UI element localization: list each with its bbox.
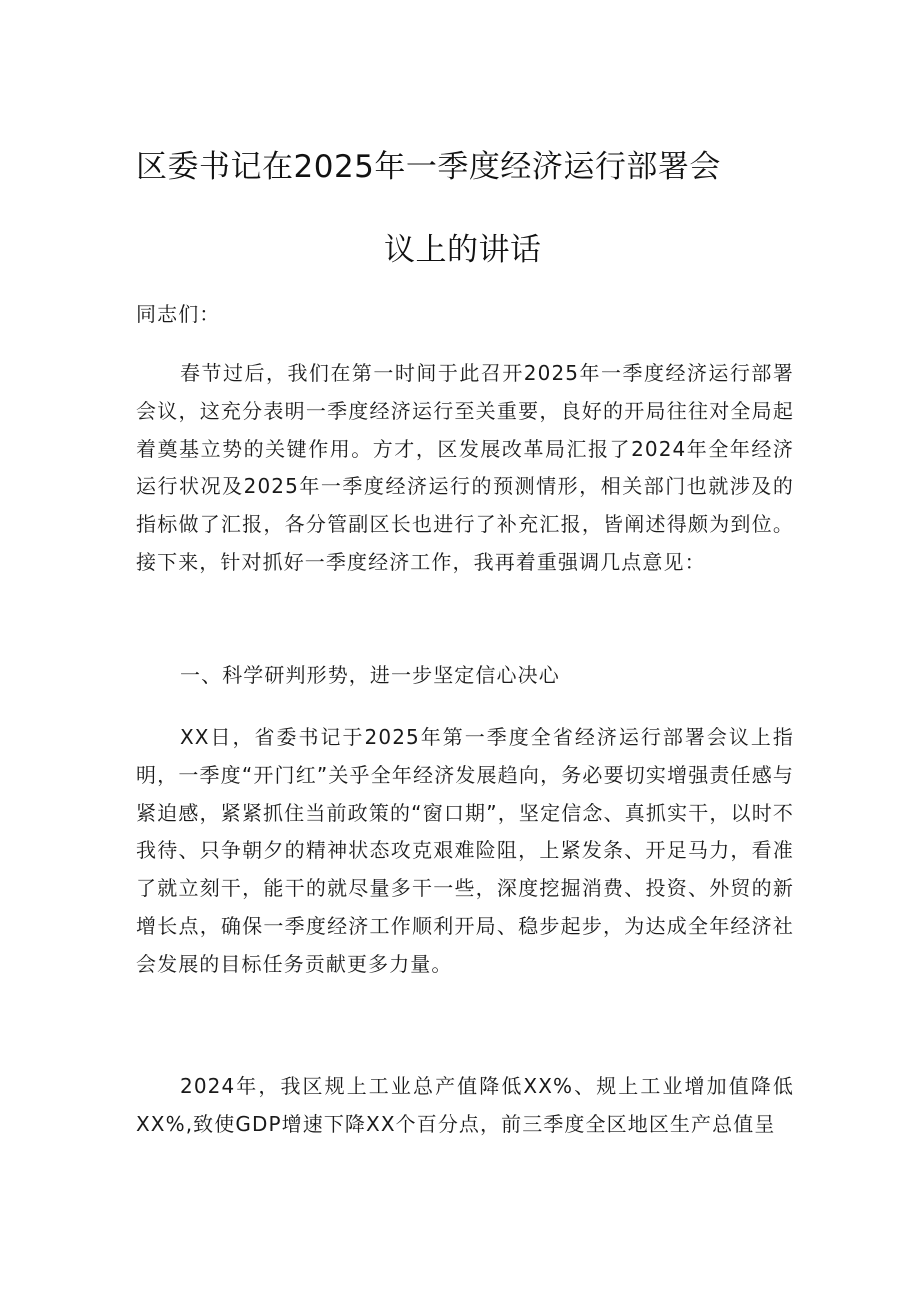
document-title-line-1: 区委书记在2025年一季度经济运行部署会 bbox=[136, 149, 721, 185]
greeting: 同志们： bbox=[136, 302, 221, 326]
paragraph-opening: 春节过后，我们在第一时间于此召开2025年一季度经济运行部署会议，这充分表明一季度经济运行至关重要，良好的开局往往对全局起着奠基立势的关键作用。方才，区发展改革局汇报了2024年全年经济运行状况及2025年一季度经济运行的预测情形，相关部门也就涉及的指标做了汇报，各分管副区长也进行了补充汇报，皆阐述得颇为到位。接下来，针对抓好一季度经济工作，我再着重强调几点意见： bbox=[136, 361, 794, 574]
document-title-line-2: 议上的讲话 bbox=[384, 232, 542, 268]
paragraph-provincial-meeting: XX日，省委书记于2025年第一季度全省经济运行部署会议上指明，一季度“开门红”关乎全年经济发展趋向，务必要切实增强责任感与紧迫感，紧紧抓住当前政策的“窗口期”，坚定信念、真抓实干，以时不我待、只争朝夕的精神状态攻克艰难险阻，上紧发条、开足马力，看准了就立刻干，能干的就尽量多干一些，深度挖掘消费、投资、外贸的新增长点，确保一季度经济工作顺利开局、稳步起步，为达成全年经济社会发展的目标任务贡献更多力量。 bbox=[136, 725, 795, 976]
section-heading-1: 一、科学研判形势，进一步坚定信心决心 bbox=[180, 663, 560, 687]
paragraph-2024-statistics: 2024年，我区规上工业总产值降低XX%、规上工业增加值降低XX%,致使GDP增速下降XX个百分点，前三季度全区地区生产总值呈 bbox=[136, 1074, 794, 1136]
